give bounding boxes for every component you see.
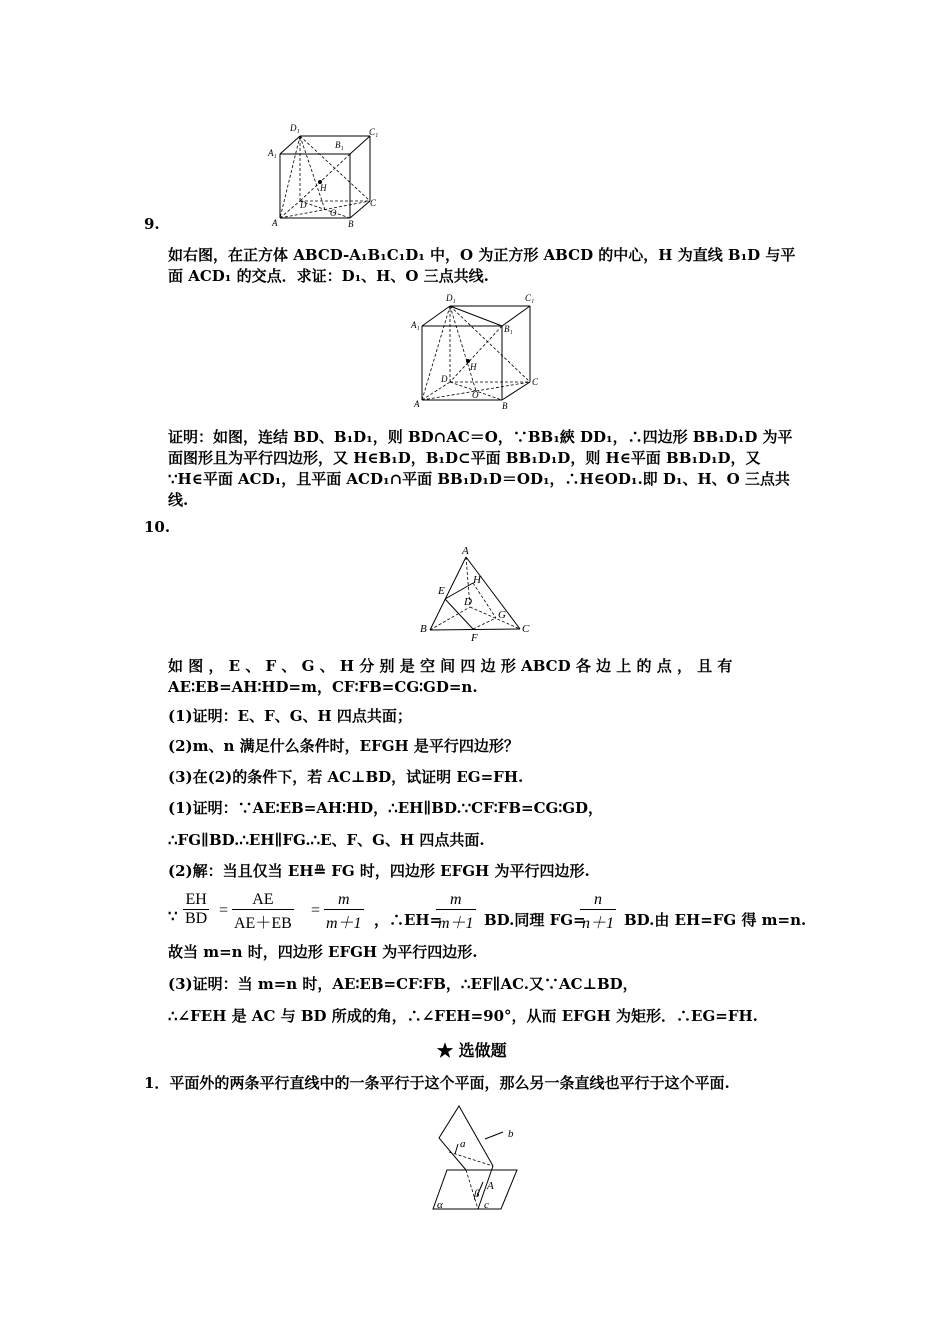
fraction-numerator: AE <box>232 891 294 910</box>
label-H: H <box>473 574 481 586</box>
cube-figure-small <box>262 118 392 230</box>
problem-10-question-3: (3)在(2)的条件下，若 AC⊥BD，试证明 EG=FH. <box>168 768 524 786</box>
label-b: b <box>508 1128 514 1140</box>
problem-10-statement-line2: AE∶EB=AH∶HD=m，CF∶FB=CG∶GD=n. <box>168 678 478 696</box>
problem-9-proof-line2: 面图形且为平行四边形，又 H∈B₁D，B₁D⊂平面 BB₁D₁D，则 H∈平面 BB₁D₁D，又 <box>168 449 761 467</box>
fraction-denominator: AE＋EB <box>234 915 292 932</box>
label-B: B <box>348 219 354 229</box>
fraction-numerator: m <box>436 891 476 910</box>
problem-10-statement-line1: 如 图 ， E 、 F 、 G 、 H 分 别 是 空 间 四 边 形 ABCD 各 边 上 的 点 ， 且 有 <box>168 657 733 675</box>
label-C1: C₁ <box>369 127 379 137</box>
problem-9-statement-line2: 面 ACD₁ 的交点．求证：D₁、H、O 三点共线. <box>168 267 489 285</box>
label-A: A <box>487 1180 494 1192</box>
problem-10-answer-1b: ∴FG∥BD.∴EH∥FG.∴E、F、G、H 四点共面. <box>168 831 485 849</box>
label-D1: D₁ <box>446 293 456 303</box>
conclusion-m-equals-n: BD.由 EH=FG 得 m=n. <box>624 911 807 929</box>
problem-9-number: 9. <box>144 215 160 233</box>
label-alpha: α <box>437 1199 443 1211</box>
label-O: O <box>330 208 337 218</box>
label-B1: B₁ <box>504 324 513 334</box>
label-D1: D₁ <box>290 123 300 133</box>
problem-9-statement-line1: 如右图，在正方体 ABCD-A₁B₁C₁D₁ 中，O 为正方形 ABCD 的中心，H 为直线 B₁D 与平 <box>168 246 796 264</box>
fraction-numerator: EH <box>183 891 209 910</box>
label-D: D <box>464 596 472 608</box>
planes-figure <box>425 1104 525 1214</box>
problem-9-proof-line4: 线. <box>168 491 189 509</box>
fraction-numerator: n <box>580 891 616 910</box>
label-C: C <box>532 377 539 387</box>
because-symbol: ∵ <box>168 907 178 925</box>
label-D: D <box>300 200 307 210</box>
optional-question-1: 1．平面外的两条平行直线中的一条平行于这个平面，那么另一条直线也平行于这个平面. <box>144 1074 730 1092</box>
fraction-eh-bd <box>183 891 209 928</box>
label-A: A <box>272 218 278 228</box>
fraction-m-m1 <box>324 891 364 933</box>
label-c: c <box>484 1199 489 1211</box>
label-beta: β <box>474 1188 480 1200</box>
fraction-m-m1-b <box>436 891 476 933</box>
fraction-numerator: m <box>324 891 364 910</box>
label-A1: A₁ <box>268 148 277 158</box>
cube-figure-large <box>408 288 548 414</box>
problem-10-answer-3b: ∴∠FEH 是 AC 与 BD 所成的角，∴∠FEH=90°，从而 EFGH 为矩形．∴EG=FH. <box>168 1007 758 1025</box>
problem-9-proof-line1: 证明：如图，连结 BD、B₁D₁，则 BD∩AC＝O，∵BB₁綊 DD₁，∴四边形 BB₁D₁D 为平 <box>168 428 793 446</box>
label-A: A <box>414 399 420 409</box>
problem-10-answer-1: (1)证明：∵AE∶EB=AH∶HD，∴EH∥BD.∵CF∶FB=CG∶GD， <box>168 799 604 817</box>
equals-sign: = <box>219 902 229 919</box>
label-a: a <box>460 1138 466 1150</box>
optional-section-heading: ★ 选做题 <box>437 1041 507 1060</box>
label-B: B <box>502 401 508 411</box>
problem-10-answer-3: (3)证明：当 m=n 时，AE∶EB=CF∶FB，∴EF∥AC.又∵AC⊥BD， <box>168 975 638 993</box>
problem-9-proof-line3: ∵H∈平面 ACD₁，且平面 ACD₁∩平面 BB₁D₁D＝OD₁，∴H∈OD₁.即 D₁、H、O 三点共 <box>168 470 790 488</box>
problem-10-question-2: (2)m、n 满足什么条件时，EFGH 是平行四边形？ <box>168 737 519 755</box>
equals-sign: = <box>311 902 321 919</box>
problem-10-number: 10. <box>144 518 171 536</box>
problem-10-question-1: (1)证明：E、F、G、H 四点共面； <box>168 707 412 725</box>
label-C: C <box>370 198 377 208</box>
label-B: B <box>420 623 427 635</box>
label-C1: C₁ <box>525 293 535 303</box>
fraction-denominator: n＋1 <box>582 915 615 932</box>
label-E: E <box>438 585 445 597</box>
fraction-n-n1 <box>580 891 616 933</box>
fraction-ae-aeeb <box>232 891 294 933</box>
fraction-denominator: BD <box>185 910 208 927</box>
label-F: F <box>471 632 478 644</box>
fraction-denominator: m＋1 <box>438 915 474 932</box>
label-H: H <box>320 183 327 193</box>
label-B1: B₁ <box>335 140 344 150</box>
label-H: H <box>470 362 477 372</box>
problem-10-answer-2: (2)解：当且仅当 EH≞ FG 时，四边形 EFGH 为平行四边形. <box>168 862 590 880</box>
label-C: C <box>522 623 530 635</box>
problem-10-answer-2-conclusion: 故当 m=n 时，四边形 EFGH 为平行四边形. <box>168 943 478 961</box>
label-A1: A₁ <box>411 320 420 330</box>
similarly-fg: BD.同理 FG= <box>484 911 586 929</box>
fraction-denominator: m＋1 <box>326 915 362 932</box>
tetrahedron-figure <box>416 545 540 645</box>
label-O: O <box>472 390 479 400</box>
label-G: G <box>498 609 506 621</box>
label-D: D <box>441 374 448 384</box>
label-A: A <box>462 545 469 557</box>
therefore-eh: ，∴EH= <box>374 911 443 929</box>
